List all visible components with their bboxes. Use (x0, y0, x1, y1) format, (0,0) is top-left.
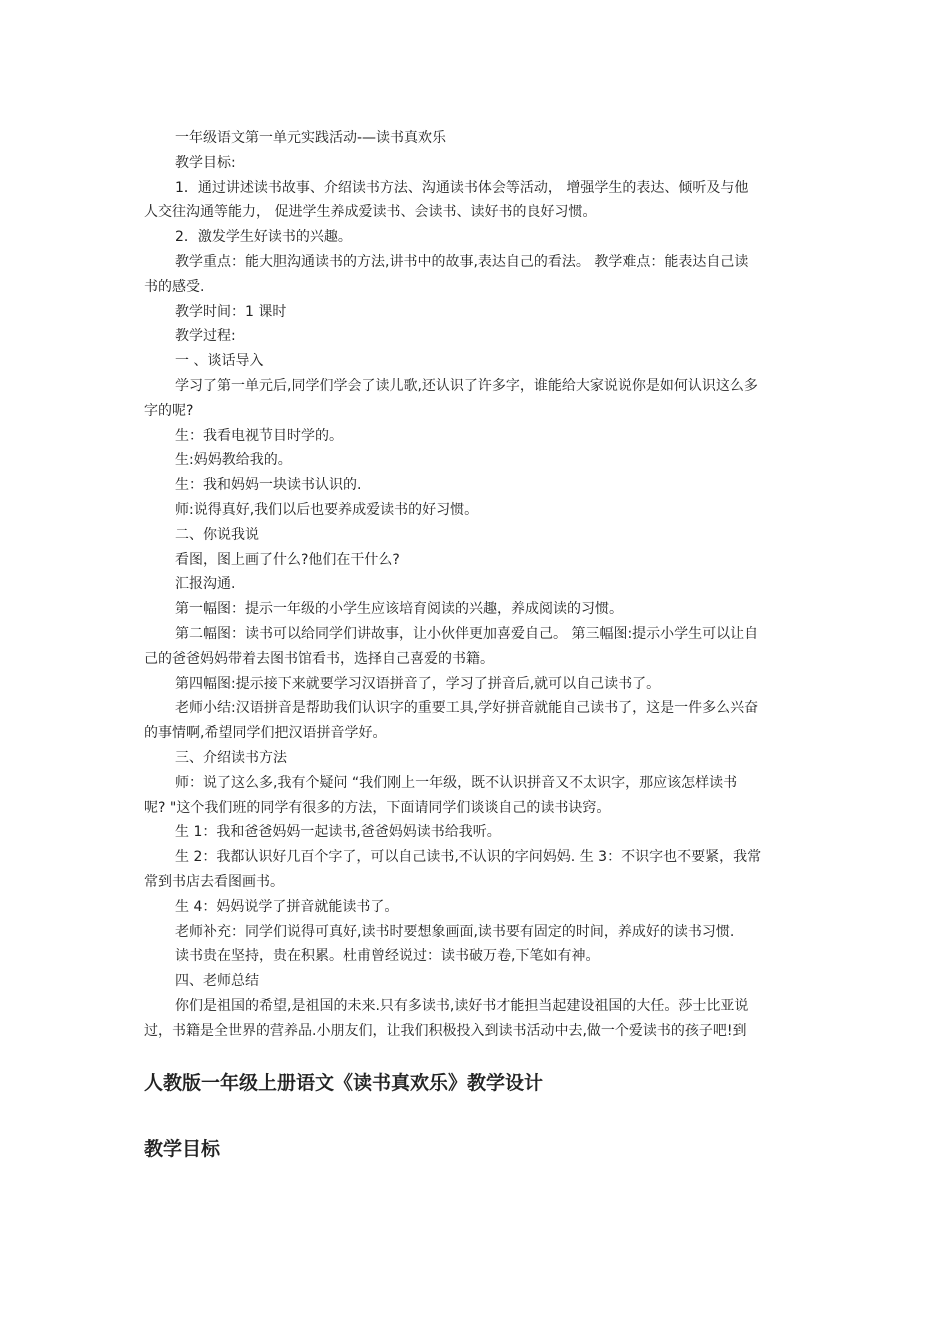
text-line: 四、老师总结 (175, 973, 259, 990)
text-line: 教学目标: (175, 154, 236, 171)
text-line: 2．激发学生好读书的兴趣。 (175, 229, 352, 246)
document-body (144, 126, 808, 1043)
section-heading: 教学目标 (144, 1138, 221, 1160)
text-line: 师:说得真好,我们以后也要养成爱读书的好习惯。 (175, 501, 479, 518)
text-line: 师：说了这么多,我有个疑问 “我们刚上一年级，既不认识拼音又不太识字，那应该怎样读书 (175, 774, 738, 791)
text-line: 1．通过讲述读书故事、介绍读书方法、沟通读书体会等活动， 增强学生的表达、倾听及与他 (175, 179, 749, 196)
text-line: 生 1：我和爸爸妈妈一起读书,爸爸妈妈读书给我听。 (175, 824, 501, 841)
text-line: 的事情啊,希望同学们把汉语拼音学好。 (144, 725, 387, 742)
text-line: 教学时间：1 课时 (175, 303, 287, 320)
text-line: 生:妈妈教给我的。 (175, 452, 292, 469)
text-line: 一 、谈话导入 (175, 353, 264, 370)
body-text (144, 126, 808, 1043)
text-line: 生：我看电视节目时学的。 (175, 427, 343, 444)
text-line: 人交往沟通等能力， 促进学生养成爱读书、会读书、读好书的良好习惯。 (144, 204, 597, 221)
text-line: 生 2：我都认识好几百个字了，可以自己读书,不认识的字问妈妈. 生 3：不识字也不要紧，我常 (175, 849, 762, 866)
text-line: 过，书籍是全世界的营养品.小朋友们，让我们积极投入到读书活动中去,做一个爱读书的孩子吧!到 (144, 1022, 747, 1039)
text-line: 第二幅图：读书可以给同学们讲故事，让小伙伴更加喜爱自己。 第三幅图:提示小学生可以让自 (175, 625, 759, 642)
text-line: 第四幅图:提示接下来就要学习汉语拼音了，学习了拼音后,就可以自己读书了。 (175, 675, 661, 692)
text-line: 教学过程: (175, 328, 236, 345)
text-line: 你们是祖国的希望,是祖国的未来.只有多读书,读好书才能担当起建设祖国的大任。莎士比亚说 (175, 997, 749, 1014)
text-line: 生：我和妈妈一块读书认识的. (175, 477, 362, 494)
text-line: 己的爸爸妈妈带着去图书馆看书，选择自己喜爱的书籍。 (144, 650, 494, 667)
text-line: 老师小结:汉语拼音是帮助我们认识字的重要工具,学好拼音就能自己读书了，这是一件多么兴奋 (175, 700, 759, 717)
heading-title-bold: 人教版一年级上册语文《读书真欢乐》 (144, 1072, 468, 1094)
text-line: 学习了第一单元后,同学们学会了读儿歌,还认识了许多字，谁能给大家说说你是如何认识这么多 (175, 377, 758, 394)
text-line: 汇报沟通. (175, 576, 236, 593)
document-heading (144, 1068, 543, 1095)
text-line: 读书贵在坚持，贵在积累。杜甫曾经说过：读书破万卷,下笔如有神。 (175, 948, 600, 965)
text-line: 看图，图上画了什么?他们在干什么? (175, 551, 400, 568)
text-line: 呢? "这个我们班的同学有很多的方法，下面请同学们谈谈自己的读书诀窍。 (144, 799, 611, 816)
text-line: 教学重点：能大胆沟通读书的方法,讲书中的故事,表达自己的看法。 教学难点：能表达自己读 (175, 253, 749, 270)
text-line: 二、你说我说 (175, 526, 259, 543)
text-line: 老师补充：同学们说得可真好,读书时要想象画面,读书要有固定的时间，养成好的读书习惯. (175, 923, 735, 940)
text-line: 一年级语文第一单元实践活动-—读书真欢乐 (175, 130, 447, 146)
text-line: 字的呢? (144, 402, 194, 419)
text-line: 常到书店去看图画书。 (144, 873, 284, 890)
text-line: 三、介绍读书方法 (175, 749, 287, 766)
text-line: 生 4：妈妈说学了拼音就能读书了。 (175, 898, 399, 915)
text-line: 书的感受. (144, 278, 205, 295)
text-line: 第一幅图：提示一年级的小学生应该培育阅读的兴趣，养成阅读的习惯。 (175, 601, 623, 618)
heading-title-normal: 教学设计 (467, 1072, 544, 1094)
